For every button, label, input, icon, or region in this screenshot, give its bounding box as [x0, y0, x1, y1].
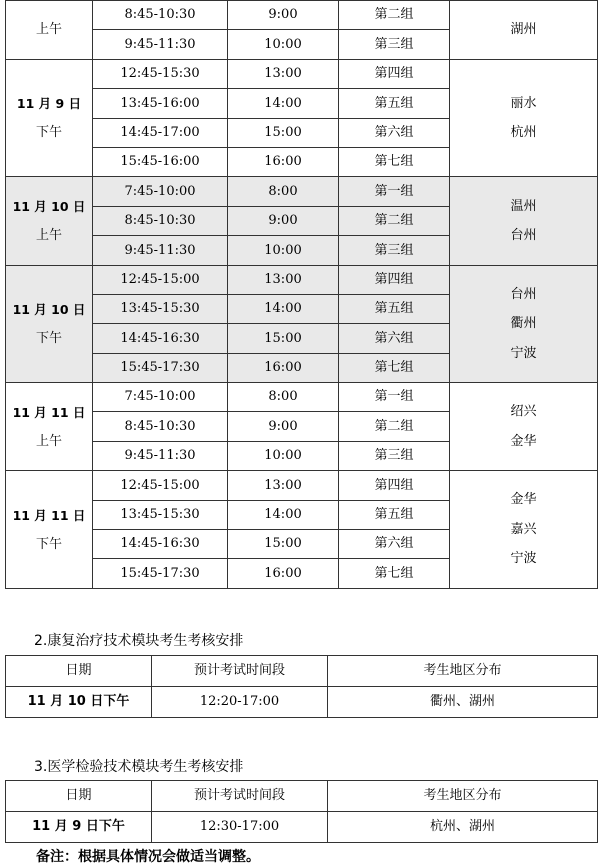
period-label: 上午: [35, 22, 62, 38]
start-time-cell: 14:00: [228, 500, 339, 529]
section-2-date: 11 月 10 日下午: [6, 687, 152, 718]
table-row: [6, 59, 598, 88]
start-time-cell: 9:00: [228, 206, 339, 235]
time-slot-cell: 15:45-16:00: [93, 147, 228, 176]
header-date: 日期: [6, 781, 152, 812]
group-cell: 第七组: [339, 559, 450, 588]
time-slot-cell: 9:45-11:30: [93, 236, 228, 265]
time-slot-cell: 14:45-16:30: [93, 324, 228, 353]
section-2-time: 12:20-17:00: [152, 687, 328, 718]
time-slot-cell: 14:45-17:00: [93, 118, 228, 147]
time-slot-cell: 9:45-11:30: [93, 30, 228, 59]
start-time-cell: 15:00: [228, 530, 339, 559]
start-time-cell: 8:00: [228, 177, 339, 206]
time-slot-cell: 13:45-15:30: [93, 500, 228, 529]
period-label: 下午: [35, 125, 62, 141]
region-name: 宁波: [510, 345, 537, 361]
section-2-data-row: [6, 687, 598, 718]
section-3-header-row: [6, 781, 598, 812]
region-name: 金华: [510, 433, 537, 449]
exam-schedule-table: [5, 0, 598, 589]
group-cell: 第三组: [339, 236, 450, 265]
region-name: 嘉兴: [510, 521, 537, 537]
group-cell: 第一组: [339, 177, 450, 206]
section-2-header-row: [6, 656, 598, 687]
group-cell: 第三组: [339, 441, 450, 470]
group-cell: 第二组: [339, 412, 450, 441]
region-name: 温州: [510, 198, 537, 214]
group-cell: 第六组: [339, 118, 450, 147]
group-cell: 第四组: [339, 59, 450, 88]
schedule-body: [6, 1, 598, 589]
date-label: 11 月 10 日: [12, 198, 86, 214]
region-name: 台州: [510, 286, 537, 302]
region-cell: [450, 471, 598, 589]
start-time-cell: 14:00: [228, 89, 339, 118]
start-time-cell: 13:00: [228, 471, 339, 500]
date-period-cell: [6, 59, 93, 177]
date-label: 11 月 9 日: [16, 96, 82, 112]
group-cell: 第六组: [339, 530, 450, 559]
group-cell: 第一组: [339, 383, 450, 412]
time-slot-cell: 9:45-11:30: [93, 441, 228, 470]
start-time-cell: 16:00: [228, 353, 339, 382]
date-label: 11 月 10 日: [12, 301, 86, 317]
date-period-cell: [6, 265, 93, 383]
region-name: 衢州: [510, 316, 537, 332]
group-cell: 第二组: [339, 206, 450, 235]
group-cell: 第四组: [339, 265, 450, 294]
table-row: [6, 177, 598, 206]
period-label: 下午: [35, 330, 62, 346]
date-period-cell: [6, 471, 93, 589]
table-row: [6, 383, 598, 412]
group-cell: 第五组: [339, 500, 450, 529]
time-slot-cell: 14:45-16:30: [93, 530, 228, 559]
section-2-table: [5, 655, 598, 718]
group-cell: 第四组: [339, 471, 450, 500]
date-label: 11 月 11 日: [12, 507, 86, 523]
header-time: 预计考试时间段: [152, 656, 328, 687]
header-regions: 考生地区分布: [328, 781, 598, 812]
group-cell: 第七组: [339, 353, 450, 382]
start-time-cell: 10:00: [228, 236, 339, 265]
time-slot-cell: 13:45-15:30: [93, 294, 228, 323]
time-slot-cell: 13:45-16:00: [93, 89, 228, 118]
section-3-table: [5, 780, 598, 843]
table-row: [6, 1, 598, 30]
time-slot-cell: 8:45-10:30: [93, 1, 228, 30]
start-time-cell: 10:00: [228, 30, 339, 59]
header-date: 日期: [6, 656, 152, 687]
region-name: 湖州: [510, 22, 537, 38]
date-period-cell: [6, 1, 93, 60]
time-slot-cell: 12:45-15:00: [93, 471, 228, 500]
region-name: 绍兴: [510, 404, 537, 420]
region-name: 台州: [510, 227, 537, 243]
start-time-cell: 10:00: [228, 441, 339, 470]
period-label: 上午: [35, 433, 62, 449]
section-2-regions: 衢州、湖州: [328, 687, 598, 718]
region-cell: [450, 59, 598, 177]
section-3-data-row: [6, 812, 598, 843]
time-slot-cell: 7:45-10:00: [93, 177, 228, 206]
start-time-cell: 9:00: [228, 1, 339, 30]
start-time-cell: 13:00: [228, 265, 339, 294]
time-slot-cell: 15:45-17:30: [93, 559, 228, 588]
start-time-cell: 16:00: [228, 559, 339, 588]
region-name: 丽水: [510, 95, 537, 111]
region-cell: [450, 177, 598, 265]
start-time-cell: 8:00: [228, 383, 339, 412]
time-slot-cell: 8:45-10:30: [93, 412, 228, 441]
section-3-time: 12:30-17:00: [152, 812, 328, 843]
time-slot-cell: 15:45-17:30: [93, 353, 228, 382]
section-2-title: 2.康复治疗技术模块考生考核安排: [34, 633, 244, 649]
region-name: 杭州: [510, 125, 537, 141]
table-row: [6, 471, 598, 500]
section-3-regions: 杭州、湖州: [328, 812, 598, 843]
time-slot-cell: 8:45-10:30: [93, 206, 228, 235]
start-time-cell: 15:00: [228, 118, 339, 147]
region-cell: [450, 383, 598, 471]
region-name: 宁波: [510, 551, 537, 567]
group-cell: 第五组: [339, 294, 450, 323]
start-time-cell: 14:00: [228, 294, 339, 323]
region-cell: [450, 265, 598, 383]
table-row: [6, 265, 598, 294]
header-regions: 考生地区分布: [328, 656, 598, 687]
group-cell: 第七组: [339, 147, 450, 176]
group-cell: 第二组: [339, 1, 450, 30]
time-slot-cell: 12:45-15:30: [93, 59, 228, 88]
time-slot-cell: 7:45-10:00: [93, 383, 228, 412]
time-slot-cell: 12:45-15:00: [93, 265, 228, 294]
section-3-title: 3.医学检验技术模块考生考核安排: [34, 759, 244, 775]
start-time-cell: 9:00: [228, 412, 339, 441]
start-time-cell: 13:00: [228, 59, 339, 88]
period-label: 上午: [35, 227, 62, 243]
period-label: 下午: [35, 536, 62, 552]
remark-note: 备注：根据具体情况会做适当调整。: [36, 849, 260, 865]
date-period-cell: [6, 177, 93, 265]
start-time-cell: 15:00: [228, 324, 339, 353]
region-cell: [450, 1, 598, 60]
group-cell: 第五组: [339, 89, 450, 118]
group-cell: 第六组: [339, 324, 450, 353]
region-name: 金华: [510, 492, 537, 508]
header-time: 预计考试时间段: [152, 781, 328, 812]
section-3-date: 11 月 9 日下午: [6, 812, 152, 843]
date-label: 11 月 11 日: [12, 404, 86, 420]
group-cell: 第三组: [339, 30, 450, 59]
start-time-cell: 16:00: [228, 147, 339, 176]
date-period-cell: [6, 383, 93, 471]
